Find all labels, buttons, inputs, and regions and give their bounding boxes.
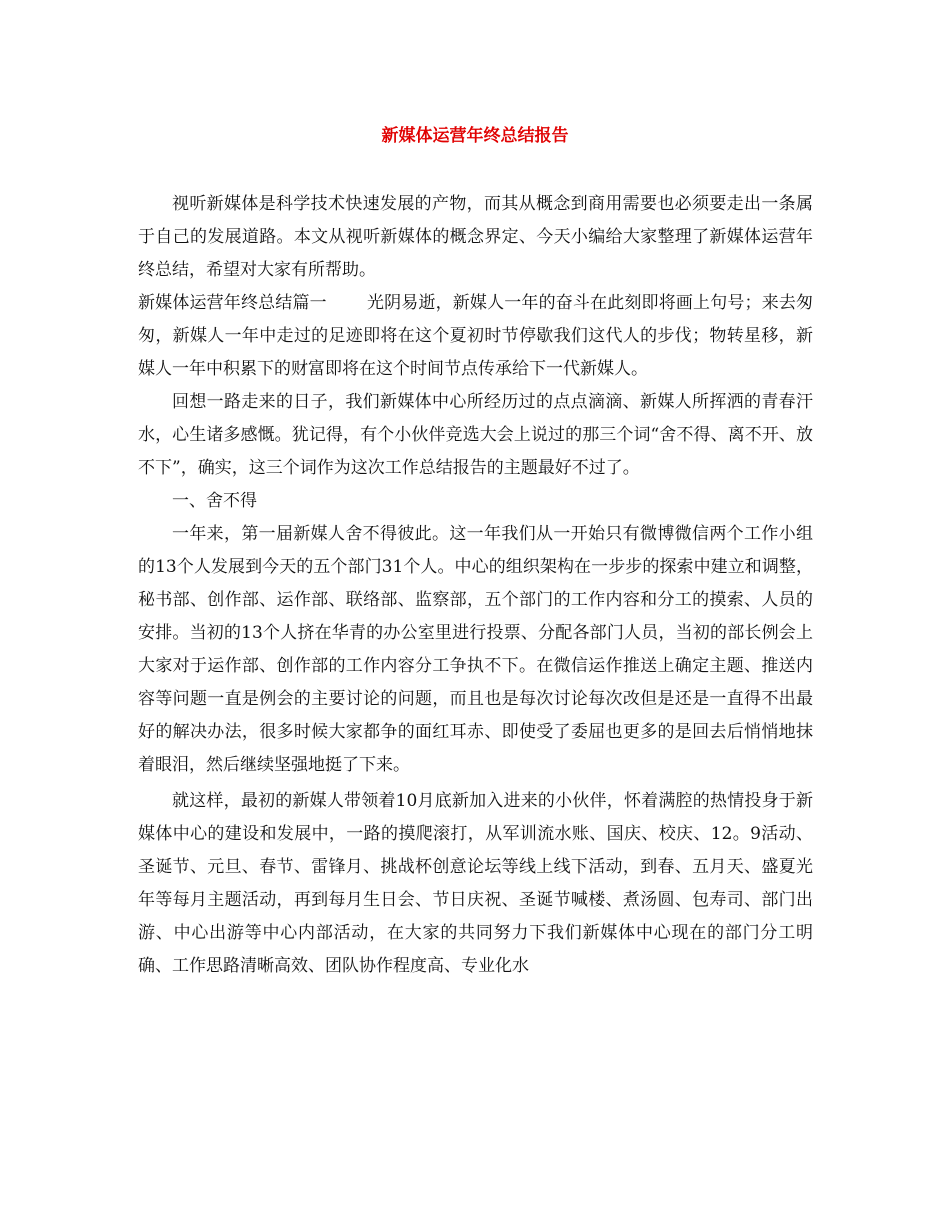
section-one-paragraph [138,287,813,386]
recall-paragraph: 回想一路走来的日子，我们新媒体中心所经历过的点点滴滴、新媒人所挥洒的青春汗水，心生诸多感慨。犹记得，有个小伙伴竞选大会上说过的那三个词“舍不得、离不开、放不下”，确实，这三个词作为这次工作总结报告的主题最好不过了。 [138,392,813,478]
document-body [138,188,813,983]
intro-paragraph: 视听新媒体是科学技术快速发展的产物，而其从概念到商用需要也必须要走出一条属于自己的发展道路。本文从视听新媒体的概念界定、今天小编给大家整理了新媒体运营年终总结，希望对大家有所帮助。 [138,194,813,280]
section-heading: 新媒体运营年终总结篇一 [138,293,327,313]
section-first-text: 光阴易逝，新媒人一年的奋斗在此刻即将画上句号；来去匆匆，新媒人一年中走过的足迹即将在这个夏初时节停歇我们这代人的步伐；物转星移，新媒人一年中积累下的财富即将在这个时间节点传承给下一代新媒人。 [138,293,814,379]
subheading-one: 一、舍不得 [172,491,257,511]
thus-paragraph: 就这样，最初的新媒人带领着10月底新加入进来的小伙伴，怀着满腔的热情投身于新媒体中心的建设和发展中，一路的摸爬滚打，从军训流水账、国庆、校庆、12。9活动、圣诞节、元旦、春节、雷锋月、挑战杯创意论坛等线上线下活动，到春、五月天、盛夏光年等每月主题活动，再到每月生日会、节日庆祝、圣诞节喊楼、煮汤圆、包寿司、部门出游、中心出游等中心内部活动，在大家的共同努力下我们新媒体中心现在的部门分工明确、工作思路清晰高效、团队协作程度高、专业化水 [138,791,813,976]
year-paragraph: 一年来，第一届新媒人舍不得彼此。这一年我们从一开始只有微博微信两个工作小组的13个人发展到今天的五个部门31个人。中心的组织架构在一步步的探索中建立和调整，秘书部、创作部、运作部、联络部、监察部，五个部门的工作内容和分工的摸索、人员的安排。当初的13个人挤在华青的办公室里进行投票、分配各部门人员，当初的部长例会上大家对于运作部、创作部的工作内容分工争执不下。在微信运作推送上确定主题、推送内容等问题一直是例会的主要讨论的问题，而且也是每次讨论每次改但是还是一直得不出最好的解决办法，很多时候大家都争的面红耳赤、即使受了委屈也更多的是回去后悄悄地抹着眼泪，然后继续坚强地挺了下来。 [138,524,813,775]
document-title: 新媒体运营年终总结报告 [381,126,569,146]
